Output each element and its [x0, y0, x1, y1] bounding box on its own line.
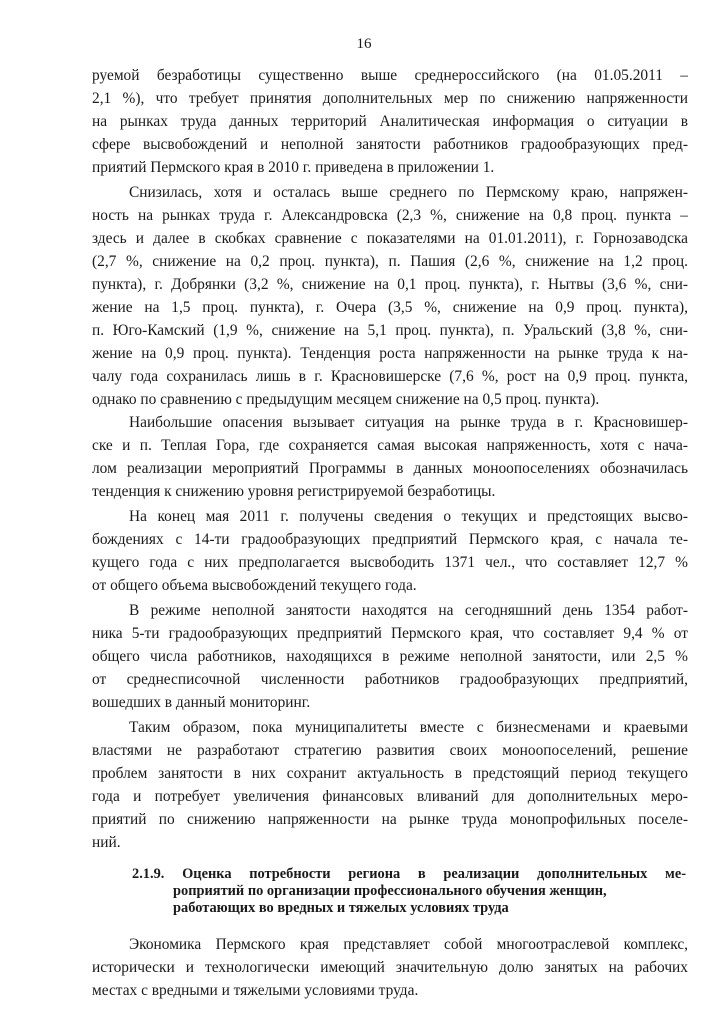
paragraph-continuation — [92, 64, 688, 179]
paragraph-economy — [92, 933, 688, 1002]
text-line: лом реализации мероприятий Программы в данных моноопоселениях обозначилась — [92, 460, 688, 477]
text-line: исторически и технологически имеющий значительную долю занятых на рабочих — [92, 959, 688, 976]
text-line: властями не разработают стратегию развития своих моноопоселений, решение — [92, 742, 688, 759]
text-line: общего числа работников, находящихся в режиме неполной занятости, или 2,5 % — [92, 648, 688, 665]
text-line: ний. — [92, 834, 121, 851]
paragraph-part-time — [92, 599, 688, 714]
text-line: приятий Пермского края в 2010 г. приведена в приложении 1. — [92, 159, 495, 176]
text-line: Наибольшие опасения вызывает ситуация на рынке труда в г. Красновишер- — [129, 414, 688, 431]
text-line: ность на рынках труда г. Александровска (2,3 %, снижение на 0,8 проц. пункта – — [92, 207, 688, 224]
text-line: Экономика Пермского края представляет собой многоотраслевой комплекс, — [129, 936, 688, 953]
text-line: здесь и далее в скобках сравнение с показателями на 01.01.2011), г. Горнозаводска — [92, 230, 688, 247]
text-line: жение на 0,9 проц. пункта). Тенденция роста напряженности на рынке труда к на- — [92, 345, 688, 362]
text-line: от среднесписочной численности работников градообразующих предприятий, — [92, 671, 688, 688]
text-line: ника 5-ти градообразующих предприятий Пермского края, что составляет 9,4 % от — [92, 625, 688, 642]
text-line: чалу года сохранилась лишь в г. Красновишерске (7,6 %, рост на 0,9 проц. пункта, — [92, 368, 688, 385]
text-line: от общего объема высвобождений текущего года. — [92, 577, 417, 594]
text-line: На конец мая 2011 г. получены сведения о текущих и предстоящих высво- — [129, 508, 688, 525]
text-line: Снизилась, хотя и осталась выше среднего по Пермскому краю, напряжен- — [129, 184, 688, 201]
paragraph-layoffs — [92, 505, 688, 597]
text-line: Таким образом, пока муниципалитеты вместе с бизнесменами и краевыми — [129, 719, 688, 736]
text-line: приятий по снижению напряженности на рынке труда монопрофильных поселе- — [92, 811, 688, 828]
text-line: бождениях с 14-ти градообразующих предприятий Пермского края, с начала те- — [92, 531, 688, 548]
text-line: сфере высвобождений и неполной занятости работников градообразующих пред- — [92, 136, 688, 153]
text-line: пункта), г. Добрянки (3,2 %, снижение на 0,1 проц. пункта), г. Нытвы (3,6 %, сни- — [92, 276, 688, 293]
heading-line: работающих во вредных и тяжелых условиях труда — [173, 900, 509, 916]
text-line: жение на 1,5 проц. пункта), г. Очера (3,5 %, снижение на 0,9 проц. пункта), — [92, 299, 688, 316]
paragraph-unemployment-decline — [92, 181, 688, 411]
text-line: (2,7 %, снижение на 0,2 проц. пункта), п. Пашия (2,6 %, снижение на 1,2 проц. — [92, 253, 688, 270]
heading-line: роприятий по организации профессионального обучения женщин, — [173, 883, 607, 899]
text-line: В режиме неполной занятости находятся на сегодняшний день 1354 работ- — [129, 602, 688, 619]
document-body — [92, 64, 688, 1002]
heading-line: 2.1.9. Оценка потребности региона в реализации дополнительных ме- — [132, 866, 686, 882]
text-line: местах с вредными и тяжелыми условиями труда. — [92, 982, 419, 999]
text-line: однако по сравнению с предыдущим месяцем снижение на 0,5 проц. пункта). — [92, 391, 600, 408]
text-line: года и потребует увеличения финансовых вливаний для дополнительных меро- — [92, 788, 688, 805]
text-line: ске и п. Теплая Гора, где сохраняется самая высокая напряженность, хотя с нача- — [92, 437, 688, 454]
text-line: тенденция к снижению уровня регистрируемой безработицы. — [92, 483, 496, 500]
text-line: проблем занятости в них сохранит актуальность в предстоящий период текущего — [92, 765, 688, 782]
section-heading — [92, 866, 688, 917]
text-line: руемой безработицы существенно выше среднероссийского (на 01.05.2011 – — [92, 67, 688, 84]
paragraph-conclusion — [92, 716, 688, 854]
page-number: 16 — [356, 36, 372, 52]
text-line: кущего года с них предполагается высвободить 1371 чел., что составляет 12,7 % — [92, 554, 688, 571]
text-line: на рынках труда данных территорий Аналитическая информация о ситуации в — [92, 113, 688, 130]
text-line: п. Юго-Камский (1,9 %, снижение на 5,1 проц. пункта), п. Уральский (3,8 %, сни- — [92, 322, 688, 339]
text-line: 2,1 %), что требует принятия дополнительных мер по снижению напряженности — [92, 90, 688, 107]
text-line: вошедших в данный мониторинг. — [92, 694, 311, 711]
paragraph-concerns — [92, 411, 688, 503]
